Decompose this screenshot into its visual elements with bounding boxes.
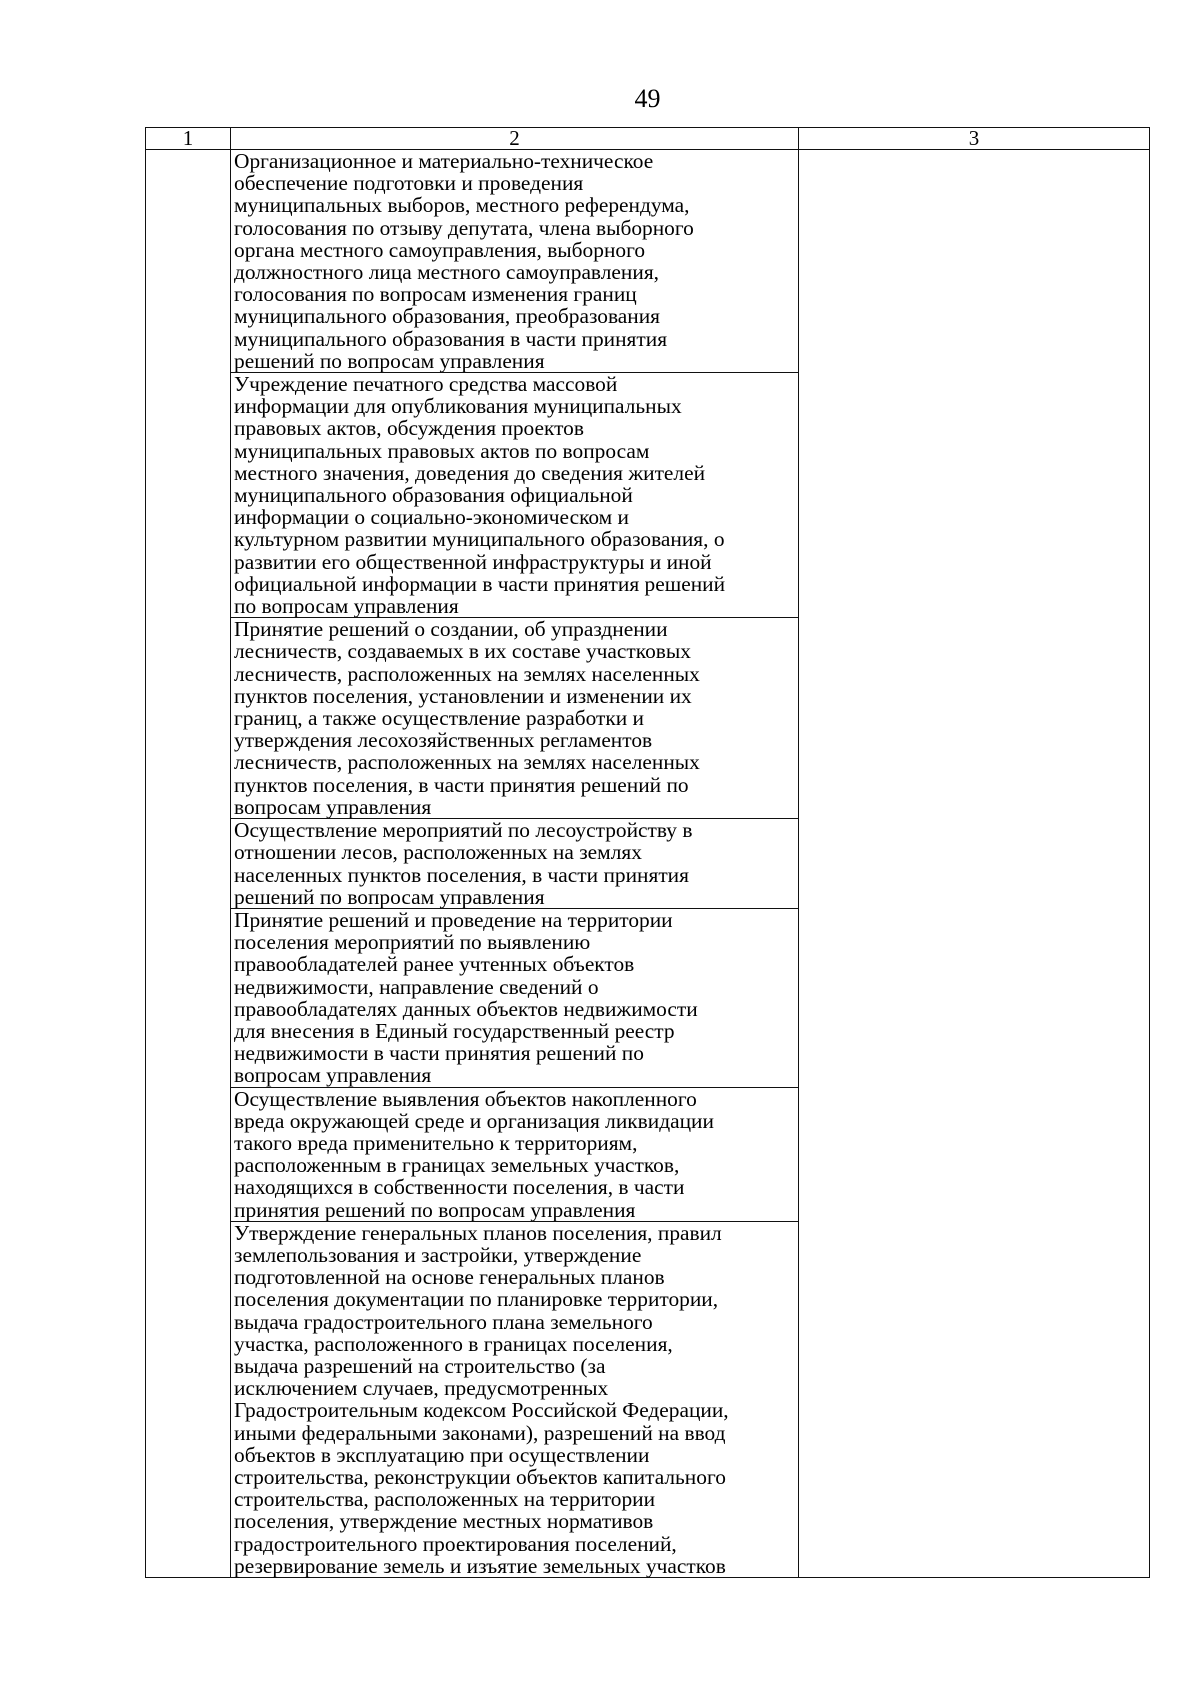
entry-line: органа местного самоуправления, выборного xyxy=(234,237,646,262)
table-body-row xyxy=(146,150,1150,1578)
table-header-row xyxy=(146,128,1150,150)
entry-line: муниципального образования в части принятия xyxy=(234,326,668,351)
entry-line: обеспечение подготовки и проведения xyxy=(234,171,584,196)
entry-line: вопросам управления xyxy=(234,1063,432,1088)
entry-line: принятия решений по вопросам управления xyxy=(234,1197,636,1222)
entry-line: лесничеств, создаваемых в их составе участковых xyxy=(234,639,691,664)
entry-line: выдача градостроительного плана земельного xyxy=(234,1309,653,1334)
entry-line: недвижимости, направление сведений о xyxy=(234,974,599,999)
entry-line: резервирование земель и изъятие земельных участков xyxy=(234,1553,726,1578)
entry-line: выдача разрешений на строительство (за xyxy=(234,1353,606,1378)
entry-line: такого вреда применительно к территориям, xyxy=(234,1130,638,1155)
entry-line: отношении лесов, расположенных на землях xyxy=(234,840,642,865)
entry-line: строительства, реконструкции объектов капитального xyxy=(234,1464,726,1489)
entry-line: лесничеств, расположенных на землях населенных xyxy=(234,661,700,686)
entry-line: правообладателях данных объектов недвижимости xyxy=(234,996,698,1021)
entry-line: пунктов поселения, в части принятия решений по xyxy=(234,772,689,797)
entry-line: иными федеральными законами), разрешений на ввод xyxy=(234,1420,726,1445)
entry-line: исключением случаев, предусмотренных xyxy=(234,1376,609,1401)
entry-line: поселения мероприятий по выявлению xyxy=(234,930,591,955)
column-header-3: 3 xyxy=(799,128,1150,150)
entry-line: вопросам управления xyxy=(234,794,432,819)
column-header-2: 2 xyxy=(231,128,799,150)
entries-list xyxy=(234,150,798,1577)
table-entry xyxy=(231,372,799,617)
entry-line: правообладателей ранее учтенных объектов xyxy=(234,952,635,977)
entry-line: Организационное и материально-техническое xyxy=(234,149,654,173)
entry-line: населенных пунктов поселения, в части принятия xyxy=(234,862,689,887)
entry-line: правовых актов, обсуждения проектов xyxy=(234,416,584,441)
table-entry xyxy=(231,150,799,372)
entry-line: местного значения, доведения до сведения жителей xyxy=(234,460,706,485)
entry-line: пунктов поселения, установлении и изменении их xyxy=(234,683,692,708)
entry-line: развитии его общественной инфраструктуры и иной xyxy=(234,549,712,574)
entry-line: голосования по отзыву депутата, члена выборного xyxy=(234,215,694,240)
entry-line: Утверждение генеральных планов поселения, правил xyxy=(234,1220,722,1245)
entry-line: муниципальных правовых актов по вопросам xyxy=(234,438,650,463)
entry-line: объектов в эксплуатацию при осуществлении xyxy=(234,1442,650,1467)
entry-line: поселения документации по планировке территории, xyxy=(234,1287,719,1312)
entry-line: строительства, расположенных на территории xyxy=(234,1487,656,1512)
column-1-cell xyxy=(146,150,231,1578)
entry-line: недвижимости в части принятия решений по xyxy=(234,1041,644,1066)
entry-line: Учреждение печатного средства массовой xyxy=(234,372,618,397)
column-2-cell xyxy=(231,150,799,1578)
entry-line: Градостроительным кодексом Российской Федерации, xyxy=(234,1398,729,1423)
table-entry xyxy=(231,908,799,1087)
entry-line: по вопросам управления xyxy=(234,594,459,619)
entry-line: границ, а также осуществление разработки и xyxy=(234,706,644,731)
entry-line: расположенным в границах земельных участков, xyxy=(234,1153,680,1178)
entry-line: утверждения лесохозяйственных регламентов xyxy=(234,728,653,753)
entry-line: поселения, утверждение местных нормативов xyxy=(234,1509,654,1534)
entry-line: культурном развитии муниципального образования, о xyxy=(234,527,725,552)
table-entry xyxy=(231,617,799,818)
entry-line: муниципальных выборов, местного референдума, xyxy=(234,193,690,218)
entry-line: решений по вопросам управления xyxy=(234,348,545,373)
entry-line: участка, расположенного в границах поселения, xyxy=(234,1331,673,1356)
table-entry xyxy=(231,1087,799,1221)
entry-line: Принятие решений о создании, об упразднении xyxy=(234,617,668,642)
entry-line: градостроительного проектирования поселений, xyxy=(234,1531,677,1556)
entry-line: решений по вопросам управления xyxy=(234,884,545,909)
entry-line: Принятие решений и проведение на территории xyxy=(234,907,673,932)
entry-line: лесничеств, расположенных на землях населенных xyxy=(234,750,700,775)
entry-line: муниципального образования официальной xyxy=(234,483,633,508)
page-number: 49 xyxy=(634,84,661,113)
entry-line: вреда окружающей среде и организация ликвидации xyxy=(234,1108,714,1133)
entry-line: официальной информации в части принятия решений xyxy=(234,571,726,596)
entry-line: землепользования и застройки, утверждение xyxy=(234,1242,642,1267)
column-3-cell xyxy=(799,150,1150,1578)
document-table xyxy=(145,127,1150,1578)
column-header-1: 1 xyxy=(146,128,231,150)
entry-line: информации для опубликования муниципальных xyxy=(234,394,682,419)
entry-line: подготовленной на основе генеральных планов xyxy=(234,1265,665,1290)
table-entry xyxy=(231,1221,799,1577)
entry-line: информации о социально-экономическом и xyxy=(234,505,630,530)
entry-line: для внесения в Единый государственный реестр xyxy=(234,1018,675,1043)
entry-line: должностного лица местного самоуправления, xyxy=(234,260,660,285)
entry-line: Осуществление мероприятий по лесоустройству в xyxy=(234,818,693,843)
entry-line: находящихся в собственности поселения, в части xyxy=(234,1175,685,1200)
entry-line: голосования по вопросам изменения границ xyxy=(234,282,637,307)
entry-line: Осуществление выявления объектов накопленного xyxy=(234,1086,697,1111)
entry-line: муниципального образования, преобразования xyxy=(234,304,661,329)
table-entry xyxy=(231,818,799,908)
